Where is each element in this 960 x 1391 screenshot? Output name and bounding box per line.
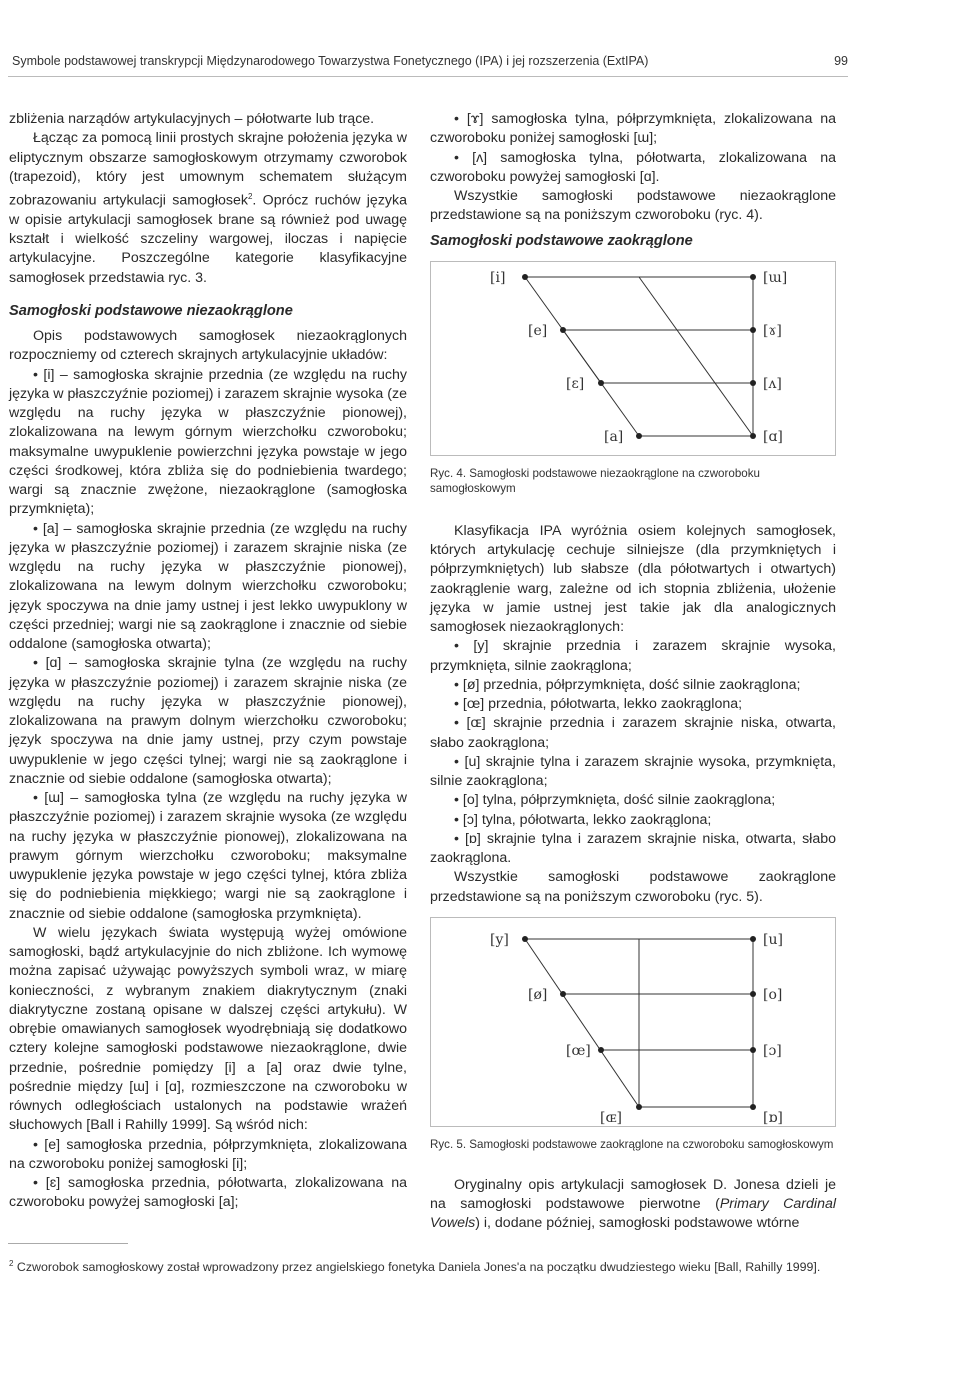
vowel-label: [œ] (566, 1042, 591, 1059)
vowel-dot-turned-script-a (750, 1104, 756, 1110)
vowel-dot-ram-horns (750, 327, 756, 333)
vowel-dot-u (750, 936, 756, 942)
figure-4 (430, 261, 836, 456)
footnote-rule (8, 1243, 128, 1244)
list-item: • [y] skrajnie przednia i zarazem skrajnie wysoka, przymknięta, silnie zaokrąglona; (430, 638, 836, 674)
list-item: • [o] tylna, półprzymknięta, dość silnie zaokrąglona; (454, 792, 776, 809)
list-item: • [e] samogłoska przednia, półprzymknięta, zlokalizowana na czworoboku poniżej samogłoski [i]; (9, 1136, 407, 1172)
vowel-label: [i] (490, 269, 506, 286)
list-item: • [ɔ] tylna, półotwarta, lekko zaokrąglona; (454, 811, 712, 828)
list-item: • [ɶ] skrajnie przednia i zarazem skrajnie niska, otwarta, słabo zaokrąglona; (430, 715, 836, 751)
right-column (430, 110, 836, 1234)
vowel-dot-i (522, 274, 528, 280)
paragraph: Wszystkie samogłoski podstawowe zaokrąglone przedstawione są na poniższym czworoboku (ryc. 5). (430, 869, 836, 905)
vowel-dot-epsilon (598, 380, 604, 386)
header-rule (8, 76, 848, 77)
paragraph: Łącząc za pomocą linii prostych skrajne położenia języka w eliptycznym obszarze samogłoskowym otrzymamy czworobok (trapezoid), który jest umownym schematem służącym zobrazowaniu artykulacji samogłosek$^2$. Oprócz ruchów języka w opisie artykulacji samogłosek brane są również pod uwagę kształt i wielkość szczeliny wargowej, iloczas i napięcie artykulacyjne. Poszczególne kategorie klasyfikacyjne samogłosek przedstawia ryc. 3. (9, 130, 407, 286)
vowel-label: [ɶ] (600, 1109, 622, 1126)
list-item: • [ɑ] – samogłoska skrajnie tylna (ze względu na ruchy języka w płaszczyźnie poziomej) i zarazem skrajnie niska (ze względu na ruchy języka w płaszczyźnie pionowej), zlokalizowana na prawym dolnym wierzchołku czworoboku; język spoczywa na dnie jamy ustnej, przy czym powstaje uwypuklenie w jego części tylnej; wargi nie są zaokrąglone i znacznie od siebie oddalone (samogłoska otwarta); (9, 655, 407, 787)
vowel-label: [ø] (528, 986, 548, 1003)
running-header (12, 54, 848, 68)
paragraph: Klasyfikacja IPA wyróżnia osiem kolejnych samogłosek, których artykulację cechuje silniejsze (dla przymkniętych i półprzymkniętych) lub słabsze (dla półotwartych i otwartych) zaokrąglenie warg, zależne od ich stopnia zbliżenia, ułożenie języka w jamie ustnej jest takie jak dla analogicznych samogłosek niezaokrąglonych: (430, 522, 836, 635)
list-item: • [ɤ] samogłoska tylna, półprzymknięta, zlokalizowana na czworoboku poniżej samogłoski [ɯ]; (430, 111, 836, 147)
quadrilateral-lines (525, 939, 753, 1107)
list-item: • [a] – samogłoska skrajnie przednia (ze względu na ruchy języka w płaszczyźnie poziomej) i zarazem skrajnie niska (ze względu na ruchy języka w płaszczyźnie pionowej), zlokalizowana na lewym dolnym wierzchołku czworoboku; język spoczywa na dnie jamy ustnej i jest lekko uwypuklony w części przedniej; wargi nie są zaokrąglone i znacznie od siebie oddalone (samogłoska otwarta); (9, 520, 407, 653)
list-item: • [ø] przednia, półprzymknięta, dość silnie zaokrąglona; (454, 676, 801, 693)
left-column (9, 110, 407, 1213)
vowel-dot-o-slash (560, 991, 566, 997)
list-item: • [œ] przednia, półotwarta, lekko zaokrąglona; (454, 696, 743, 712)
list-item: • [u] skrajnie tylna i zarazem skrajnie wysoka, przymknięta, silnie zaokrąglona; (430, 753, 836, 789)
figure-caption: Ryc. 5. Samogłoski podstawowe zaokrąglone na czworoboku samogłoskowym (430, 1137, 834, 1151)
figure-frame (431, 917, 836, 1126)
figure-caption: Ryc. 4. Samogłoski podstawowe niezaokrąglone na czworoboku samogłoskowym (430, 466, 760, 495)
vowel-dot-small-oe (636, 1104, 642, 1110)
vowel-label: [ɔ] (763, 1042, 782, 1059)
vowel-quadrilateral-unrounded (430, 261, 836, 456)
running-title: Symbole podstawowej transkrypcji Międzynarodowego Towarzystwa Fonetycznego (IPA) i jej rozszerzenia (ExtIPA) (12, 54, 649, 68)
vowel-dot-script-a (750, 433, 756, 439)
paragraph: zbliżenia narządów artykulacyjnych – półotwarte lub trące. (9, 111, 375, 127)
vowel-label: [ɑ] (763, 428, 783, 445)
vowel-dot-a (636, 433, 642, 439)
vowel-label: [y] (490, 931, 509, 948)
vowel-dot-oe (598, 1047, 604, 1053)
vowel-label: [ɛ] (566, 375, 585, 392)
list-item: • [i] – samogłoska skrajnie przednia (ze względu na ruchy języka w płaszczyźnie poziomej) i zarazem skrajnie wysoka (ze względu na ruchy języka w płaszczyźnie pionowej), zlokalizowana na lewym górnym wierzchołku czworoboku; maksymalne uwypuklenie powierzchni języka powstaje w jego części środkowej, która zbliża się do podniebienia twardego; wargi są znacznie zwężone, niezaokrąglone (samogłoska przymknięta); (9, 366, 407, 518)
paragraph: Wszystkie samogłoski podstawowe niezaokrąglone przedstawione są na poniższym czworoboku (ryc. 4). (430, 188, 836, 224)
footnote-ref[interactable]: 2 (247, 192, 253, 201)
vowel-quadrilateral-rounded (430, 917, 836, 1127)
section-heading: Samogłoski podstawowe zaokrąglone (430, 232, 693, 249)
paragraph: Opis podstawowych samogłosek niezaokrąglonych rozpoczniemy od czterech skrajnych artykulacyjnie układów: (9, 328, 407, 364)
page-number: 99 (834, 54, 848, 68)
list-item: • [ɒ] skrajnie tylna i zarazem skrajnie niska, otwarta, słabo zaokrąglona. (430, 830, 836, 866)
paragraph: W wielu językach świata występują wyżej omówione samogłoski, bądź artykulacyjnie do nich zbliżone. Ich wymowę można zapisać używając powyższych symboli wraz, w miarę konieczności, z wybranym znakiem diakrytycznym (znaki diakrytyczne zostaną opisane w dalszej części artykułu). W obrębie omawianych samogłosek wyodrębniają się dodatkowo cztery kolejne samogłoski podstawowe niezaokrąglone, dwie przednie, pośrednie pomiędzy [i] a [a] oraz dwie tylne, pośrednie między [ɯ] i [ɑ], rozmieszczone na czworoboku w równych odległościach ustalonych na podstawie wrażeń słuchowych [Ball i Rahilly 1999]. Są wśród nich: (9, 924, 407, 1134)
vowel-label: [ʌ] (763, 375, 782, 392)
front-edge (525, 939, 639, 1107)
vowel-label: [a] (604, 428, 624, 445)
vowel-dots (522, 274, 756, 439)
figure-frame (431, 261, 836, 455)
vowel-label: [o] (763, 986, 783, 1003)
list-item: • [ɛ] samogłoska przednia, półotwarta, zlokalizowana na czworoboku powyżej samogłoski [a]; (9, 1175, 407, 1211)
list-item: • [ɯ] – samogłoska tylna (ze względu na ruchy języka w płaszczyźnie poziomej) i zarazem skrajnie wysoka (ze względu na ruchy języka w płaszczyźnie pionowej), zlokalizowana na prawym górnym wierzchołku czworoboku; maksymalne uwypuklenie języka powstaje w jego części tylnej, która zbliża się do podniebienia miękkiego; wargi nie są zaokrąglone i znacznie od siebie oddalone (samogłoska przymknięta). (9, 790, 407, 922)
vowel-dot-o (750, 991, 756, 997)
list-item: • [ʌ] samogłoska tylna, półotwarta, zlokalizowana na czworoboku powyżej samogłoski [ɑ]. (430, 149, 836, 185)
quadrilateral-lines (525, 277, 753, 436)
vowel-label: [ɤ] (763, 322, 782, 339)
vowel-dot-turned-m (750, 274, 756, 280)
vowel-dot-open-o (750, 1047, 756, 1053)
footnote (9, 1256, 835, 1275)
footnote-mark: 2 (9, 1259, 14, 1268)
vowel-dot-turned-v (750, 380, 756, 386)
central-diagonal (639, 277, 753, 436)
footnote-text: Czworobok samogłoskowy został wprowadzony przez angielskiego fonetyka Daniela Jones'a na początku dwudziestego wieku [Ball, Rahilly 1999]. (16, 1260, 821, 1275)
vowel-label: [e] (528, 322, 548, 339)
paragraph: Oryginalny opis artykulacji samogłosek D. Jonesa dzieli je na samogłoski podstawowe pierwotne (Primary Cardinal Vowels) i, dodane później, samogłoski podstawowe wtórne (430, 1176, 837, 1232)
vowel-dot-y (522, 936, 528, 942)
vowel-label: [ɒ] (763, 1109, 783, 1126)
vowel-label: [ɯ] (763, 269, 788, 286)
vowel-label: [u] (763, 931, 783, 948)
figure-5 (430, 917, 836, 1127)
section-heading: Samogłoski podstawowe niezaokrąglone (9, 302, 293, 319)
vowel-dot-e (560, 327, 566, 333)
